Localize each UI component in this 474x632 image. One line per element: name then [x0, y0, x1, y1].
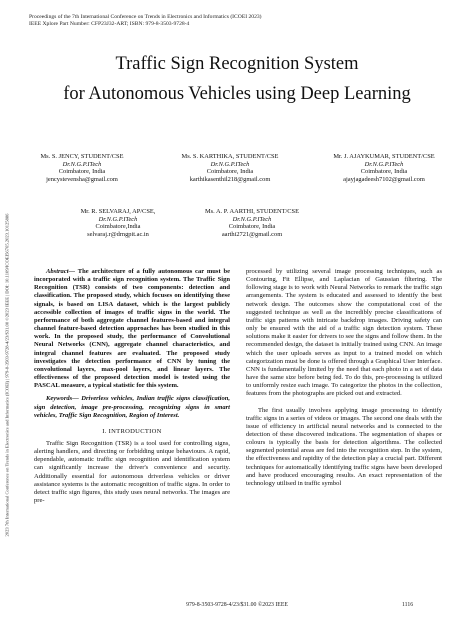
author-name: Ms. A. P. AARTHI, STUDENT/CSE [204, 208, 300, 215]
author-email: jencystevensha@gmail.com [46, 175, 118, 183]
doi-sidebar [0, 140, 14, 610]
author-block-1 [22, 153, 142, 183]
author-affiliation: Dr.N.G.P.ITech [98, 215, 138, 223]
author-block-2 [170, 153, 290, 183]
author-email: karthikasenthil218@gmail.com [189, 175, 271, 183]
keywords-paragraph: Keywords— Driverless vehicles, Indian traffic signs classification, sign detection, image pre-processing, recognizing signs in smart vehicles, Traffic Sign Recognition, Region of Interest. [34, 395, 230, 419]
author-affiliation: Dr.N.G.P.ITech [62, 160, 102, 168]
author-email: selvaraj.r@drngpit.ac.in [87, 230, 149, 238]
author-name: Mr. R. SELVARAJ, AP/CSE, [80, 208, 156, 215]
footer-copyright: 979-8-3503-9728-4/23/$31.00 ©2023 IEEE [186, 602, 288, 608]
doi-sidebar-text: 2023 7th International Conference on Trends in Electronics and Informatics (ICOEI) | 979-8-3503-9728-4/23/$31.00 ©2023 IEEE | DOI: 10.1109/ICOEI56765.2023.10125886 [4, 213, 10, 537]
proceedings-header-line1: Proceedings of the 7th International Conference on Trends in Electronics and Informatics (ICOEI 2023) [29, 14, 262, 20]
section-heading-introduction: I. INTRODUCTION [102, 427, 162, 435]
author-location: Coimbatore, India [228, 223, 276, 231]
author-block-3 [320, 153, 448, 183]
author-affiliation: Dr.N.G.P.ITech [210, 160, 250, 168]
author-block-5 [190, 208, 314, 238]
body-paragraph-2: The first usually involves applying image processing to identify traffic signs in a series of videos or images. The second one deals with the issue of efficiency in artificial neural networks and is connected to the detection of these discovered indications. The segmentation of shapes or colours is typically the basis for detection algorithms. The collected segmented potential areas are fed into the recognition step. In the system, the effectiveness and rapidity of the detection play a crucial part. Different techniques for automatically identifying traffic signs have been developed and have produced encouraging results. An exact representation of the technology utilised in traffic symbol [246, 406, 442, 487]
intro-paragraph: Traffic Sign Recognition (TSR) is a tool used for controlling signs, alerting handlers, and directing or forbidding unique behaviours. A rapid, dependable, automatic traffic sign recognition and identification system can significantly increase the driver's convenience and security. Additionally essential for autonomous driverless vehicles or driver assistance systems is the automatic recognition of traffic signs. In order to detect traffic sign figures, this study uses neural networks. The images are pre- [34, 439, 230, 505]
paper-title-line2: for Autonomous Vehicles using Deep Learning [63, 84, 411, 104]
author-affiliation: Dr.N.G.P.ITech [232, 215, 272, 223]
author-affiliation: Dr.N.G.P.ITech [364, 160, 404, 168]
paper-title-line1: Traffic Sign Recognition System [115, 54, 359, 74]
abstract-text: The architecture of a fully autonomous car must be incorporated with a traffic sign recognition system. The Traffic Sign Recognition (TSR) consists of two components: detection and classification. The proposed study, which focuses on identifying these signals, is based on LISA dataset, which is the largest publicly accessible collection of images of traffic signs in the world. The performance of both aggregate channel features-based and integral channel feature-based detection approaches has been studied in this work. In the proposed study, the performance of Convolutional Neural Networks (CNN), aggregate channel characteristics, and integral channel features are evaluated. The proposed study investigates the detection performance of CNN by tuning the convolutional layers, max-pool layers, and linear layers. The effectiveness of the proposed detection model is tested using the PASCAL measure, a typical statistic for this system. [34, 268, 230, 390]
body-paragraph-1: processed by utilizing several image processing techniques, such as Contouring, Fit Ellipse, and Laplacian of Gaussian filtering. The following stage is to work with Neural Networks to remark the traffic sign arrangements. The system is educated and assessed to identify the best network design. The outcomes show the computational cost of the suggested technique as well as the incredibly precise classifications of traffic sign patterns with intricate backdrop images. Driving safety can only be ensured with the aid of a traffic sign detection system. These solutions make it easier for drivers to see the signs and follow them. In the recommended design, the dataset is initially trained using CNN. An image which the user uploads serves as input to a trained model on which categorization must be done is offered through a Graphical User Interface. CNN is fundamentally limited by the need that each photo in a set of data have the same size before being fed. To do this, pre-processing is utilized to uniformly resize each image. To categorize the photos in the collection, features from the photographs are picked out and extracted. [246, 268, 442, 398]
author-name: Mr. J. AJAYKUMAR, STUDENT/CSE [333, 153, 435, 160]
author-name: Ms. S. KARTHIKA, STUDENT/CSE [181, 153, 279, 160]
author-location: Coimbatore, India [206, 168, 254, 176]
author-location: Coimbatore,India [95, 223, 141, 231]
page-number: 1116 [402, 602, 414, 608]
right-column [246, 268, 442, 488]
author-email: aarthi2721@gmail.com [221, 230, 283, 238]
author-location: Coimbatore, India [58, 168, 106, 176]
author-location: Coimbatore, India [360, 168, 408, 176]
abstract-paragraph [34, 268, 230, 390]
proceedings-header-line2: IEEE Xplore Part Number: CFP23J32-ART; ISBN: 979-8-3503-9728-4 [29, 21, 190, 27]
abstract-label: Abstract— [46, 268, 76, 275]
author-name: Ms. S. JENCY, STUDENT/CSE [40, 153, 124, 160]
author-block-4 [58, 208, 178, 238]
author-email: ajayjagadeesh7102@gmail.com [343, 175, 425, 183]
left-column [34, 268, 230, 505]
